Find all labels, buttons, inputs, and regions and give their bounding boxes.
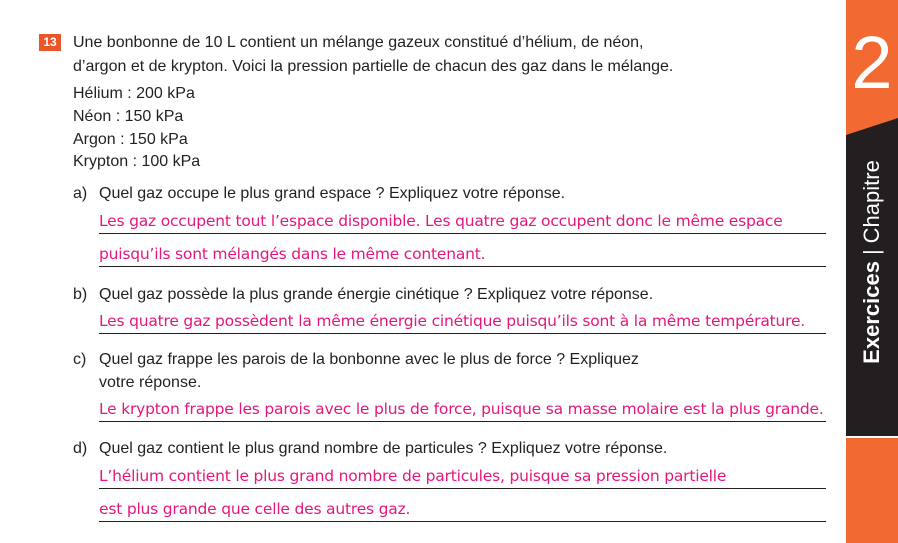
- part-a-question: Quel gaz occupe le plus grand espace ? Expliquez votre réponse.: [99, 185, 566, 202]
- sidebar-section-label: [859, 160, 885, 364]
- question-intro-line-2: d’argon et de krypton. Voici la pression partielle de chacun des gaz dans le mélange.: [73, 58, 674, 75]
- part-b-question: Quel gaz possède la plus grande énergie cinétique ? Expliquez votre réponse.: [99, 286, 654, 303]
- part-c-question-line-2: votre réponse.: [99, 374, 202, 391]
- answer-rule: [99, 333, 826, 334]
- part-a-answer-line-1: Les gaz occupent tout l’espace disponible. Les quatre gaz occupent donc le même espace: [99, 212, 783, 230]
- gas-pressure-neon: Néon : 150 kPa: [73, 108, 184, 125]
- part-c-answer-line-1: Le krypton frappe les parois avec le plus de force, puisque sa masse molaire est la plus grande.: [99, 400, 824, 418]
- answer-rule: [99, 233, 826, 234]
- part-b-label: b): [73, 286, 88, 303]
- sidebar-separator: |: [859, 249, 884, 256]
- part-d-label: d): [73, 440, 88, 457]
- answer-rule: [99, 266, 826, 267]
- part-a-label: a): [73, 185, 88, 202]
- part-d-answer-line-2: est plus grande que celle des autres gaz.: [99, 500, 411, 518]
- part-d-question: Quel gaz contient le plus grand nombre de particules ? Expliquez votre réponse.: [99, 440, 668, 457]
- part-b-answer-line-1: Les quatre gaz possèdent la même énergie cinétique puisqu’ils sont à la même température.: [99, 312, 806, 330]
- part-a-answer-line-2: puisqu’ils sont mélangés dans le même contenant.: [99, 245, 486, 263]
- sidebar-chapter-number: 2: [851, 21, 893, 104]
- question-number-badge: 13: [39, 34, 61, 51]
- answer-rule: [99, 488, 826, 489]
- part-c-label: c): [73, 351, 87, 368]
- gas-pressure-argon: Argon : 150 kPa: [73, 131, 188, 148]
- sidebar-chapter-word: Chapitre: [859, 160, 884, 244]
- sidebar-section-name: Exercices: [859, 261, 884, 364]
- gas-pressure-helium: Hélium : 200 kPa: [73, 85, 195, 102]
- sidebar-bottom-tab: [846, 438, 898, 543]
- part-c-question-line-1: Quel gaz frappe les parois de la bonbonne avec le plus de force ? Expliquez: [99, 351, 639, 368]
- question-intro-line-1: Une bonbonne de 10 L contient un mélange gazeux constitué d’hélium, de néon,: [73, 34, 644, 51]
- answer-rule: [99, 521, 826, 522]
- answer-rule: [99, 421, 826, 422]
- part-d-answer-line-1: L’hélium contient le plus grand nombre de particules, puisque sa pression partielle: [99, 467, 727, 485]
- gas-pressure-krypton: Krypton : 100 kPa: [73, 153, 201, 170]
